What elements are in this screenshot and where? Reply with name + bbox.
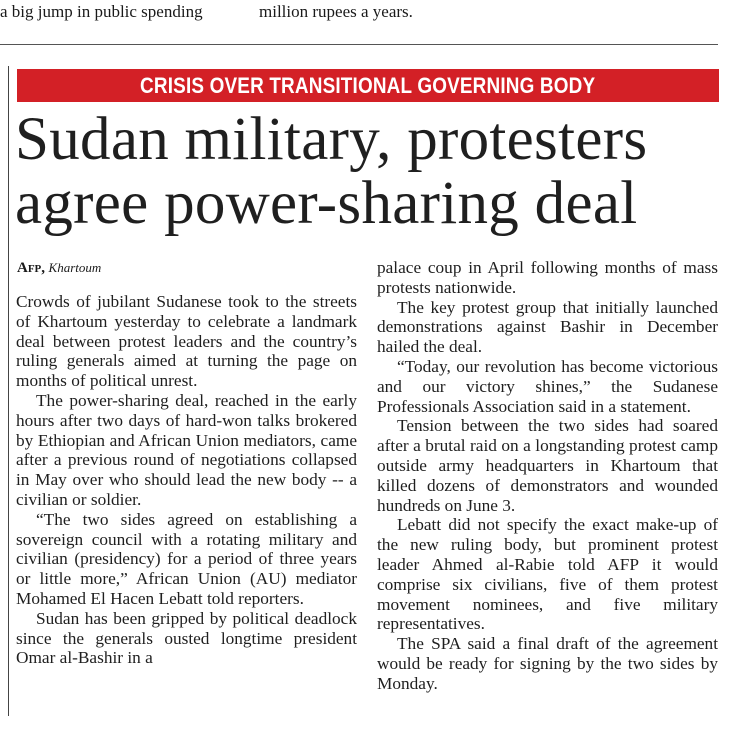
previous-article-fragment-right: million rupees a years.	[259, 2, 413, 21]
headline-line-1: Sudan military, protesters	[15, 106, 648, 173]
previous-article-strip	[0, 0, 733, 24]
byline	[17, 258, 101, 279]
paragraph: Sudan has been gripped by political deadlock since the generals ousted longtime president Omar al-Bashir in a	[16, 608, 357, 668]
kicker-banner	[17, 69, 719, 102]
section-divider	[0, 44, 718, 45]
paragraph: “The two sides agreed on establishing a sovereign council with a rotating military and civilian (presidency) for a period of three years or little more,” African Union (AU) mediator Mohamed El Hacen Lebatt told reporters.	[16, 509, 357, 608]
paragraph: Crowds of jubilant Sudanese took to the streets of Khartoum yesterday to celebrate a landmark deal between protest leaders and the country’s ruling generals aimed at turning the page on months of political unrest.	[16, 292, 357, 391]
paragraph: Tension between the two sides had soared after a brutal raid on a longstanding protest camp outside army headquarters in Khartoum that killed dozens of demonstrators and wounded hundreds on June 3.	[377, 416, 718, 515]
paragraph: The SPA said a final draft of the agreement would be ready for signing by the two sides by Monday.	[377, 634, 718, 693]
paragraph: The key protest group that initially launched demonstrations against Bashir in December hailed the deal.	[377, 297, 718, 357]
paragraph: “Today, our revolution has become victorious and our victory shines,” the Sudanese Professionals Association said in a statement.	[377, 356, 718, 416]
kicker-text: CRISIS OVER TRANSITIONAL GOVERNING BODY	[140, 72, 596, 98]
article-left-rule	[8, 66, 9, 716]
article-headline	[15, 108, 727, 236]
paragraph: The power-sharing deal, reached in the early hours after two days of hard-won talks brokered by Ethiopian and African Union mediators, came after a previous round of negotiations collapsed in May over who should lead the new body -- a civilian or soldier.	[16, 390, 357, 509]
paragraph: palace coup in April following months of mass protests nationwide.	[377, 258, 718, 297]
article-body-left-column	[16, 292, 357, 668]
previous-article-fragment-left: a big jump in public spending	[0, 2, 203, 21]
headline-line-2: agree power-sharing deal	[15, 170, 638, 237]
byline-place: Khartoum	[48, 260, 102, 275]
article-body-right-column	[377, 258, 718, 694]
byline-agency: Afp,	[17, 260, 46, 276]
paragraph: Lebatt did not specify the exact make-up of the new ruling body, but prominent protest leader Ahmed al-Rabie told AFP it would comprise six civilians, five of them protest movement nominees, and five military representatives.	[377, 515, 718, 634]
